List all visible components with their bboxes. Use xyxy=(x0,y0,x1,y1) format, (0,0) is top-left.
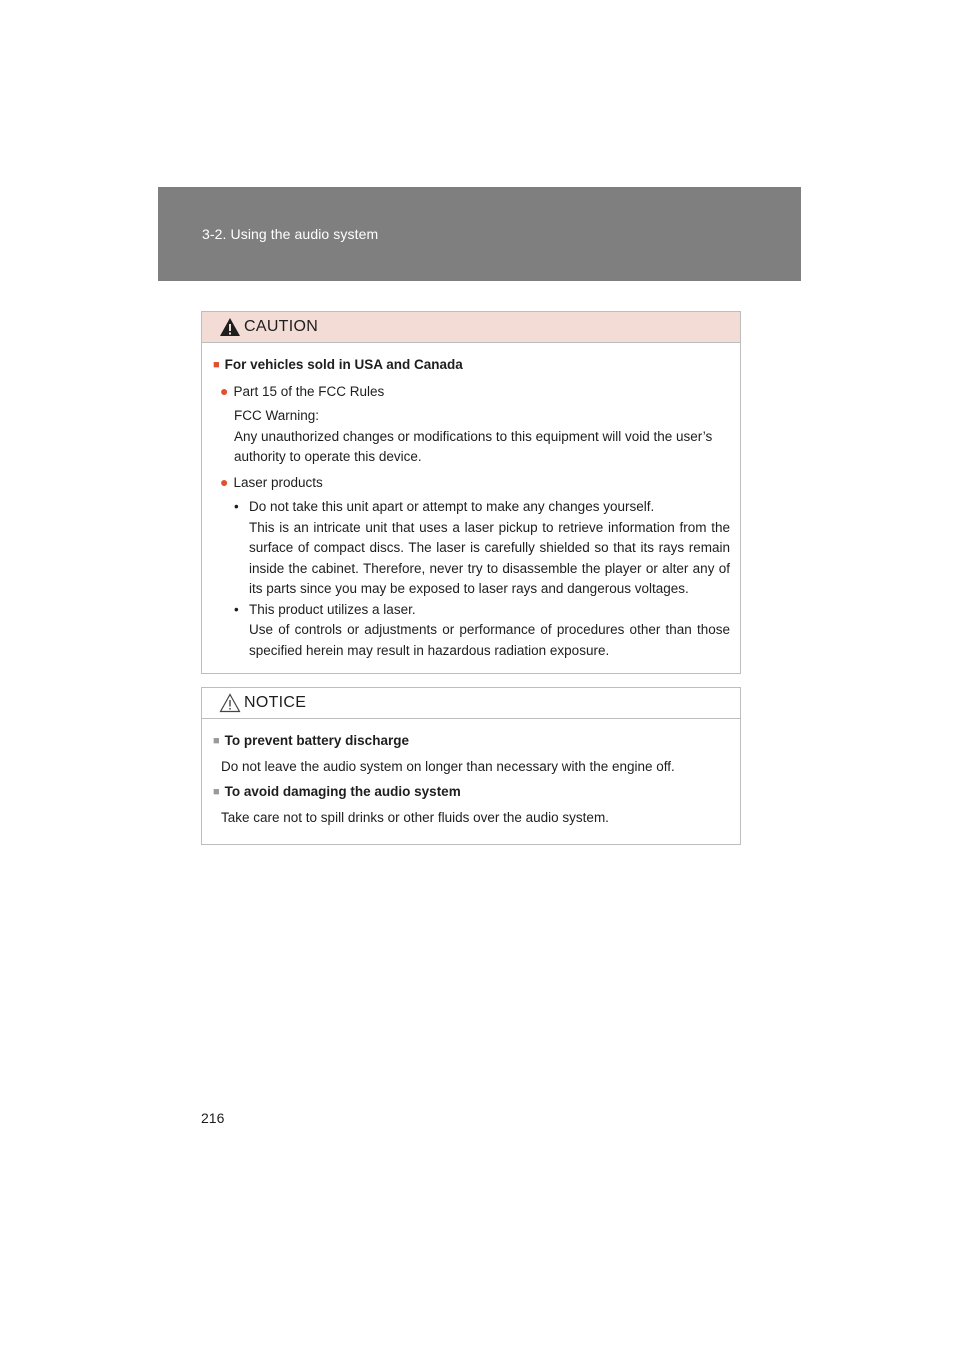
list-item: • This product utilizes a laser. Use of controls or adjustments or performance of procedures other than those specified herein may result in hazardous radiation exposure. xyxy=(234,601,730,658)
notice-heading-damage: ■ To avoid damaging the audio system xyxy=(213,784,461,799)
notice-heading-battery: ■ To prevent battery discharge xyxy=(213,733,409,748)
bullet-fcc: ● Part 15 of the FCC Rules xyxy=(220,383,385,399)
fcc-warning-text: Any unauthorized changes or modifications to this equipment will void the user’s authority to operate this device. xyxy=(234,428,713,464)
warning-triangle-icon xyxy=(219,317,241,337)
list-item: • Do not take this unit apart or attempt to make any changes yourself. This is an intricate unit that uses a laser pickup to retrieve information from the surface of compact discs. The laser is carefully shielded so that its rays remain inside the cabinet. Therefore, never try to disassemble the player or alter any of its parts since you may be exposed to laser rays and dangerous voltages. xyxy=(234,499,730,596)
circle-bullet-icon: ● xyxy=(220,383,229,399)
fcc-warning-title: FCC Warning: xyxy=(234,408,320,423)
square-bullet-icon: ■ xyxy=(213,735,220,747)
bullet-laser: ● Laser products xyxy=(220,474,323,490)
square-bullet-icon: ■ xyxy=(213,359,220,371)
square-bullet-icon: ■ xyxy=(213,786,220,798)
caution-label: CAUTION xyxy=(244,318,319,335)
notice-text-battery: Do not leave the audio system on longer than necessary with the engine off. xyxy=(221,759,675,774)
caution-header xyxy=(202,312,740,343)
notice-box xyxy=(201,687,741,845)
dot-bullet-icon: • xyxy=(234,499,239,514)
section-title: 3-2. Using the audio system xyxy=(202,226,379,242)
caution-box xyxy=(201,311,741,674)
fcc-warning xyxy=(234,406,742,468)
notice-header xyxy=(202,688,740,719)
warning-triangle-icon xyxy=(219,693,241,713)
notice-text-damage: Take care not to spill drinks or other fluids over the audio system. xyxy=(221,810,609,825)
page-number: 216 xyxy=(201,1110,225,1126)
circle-bullet-icon: ● xyxy=(220,474,229,490)
laser-sub-list xyxy=(234,497,730,661)
notice-label: NOTICE xyxy=(244,694,307,711)
dot-bullet-icon: • xyxy=(234,601,239,617)
caution-heading: ■ For vehicles sold in USA and Canada xyxy=(213,357,463,372)
